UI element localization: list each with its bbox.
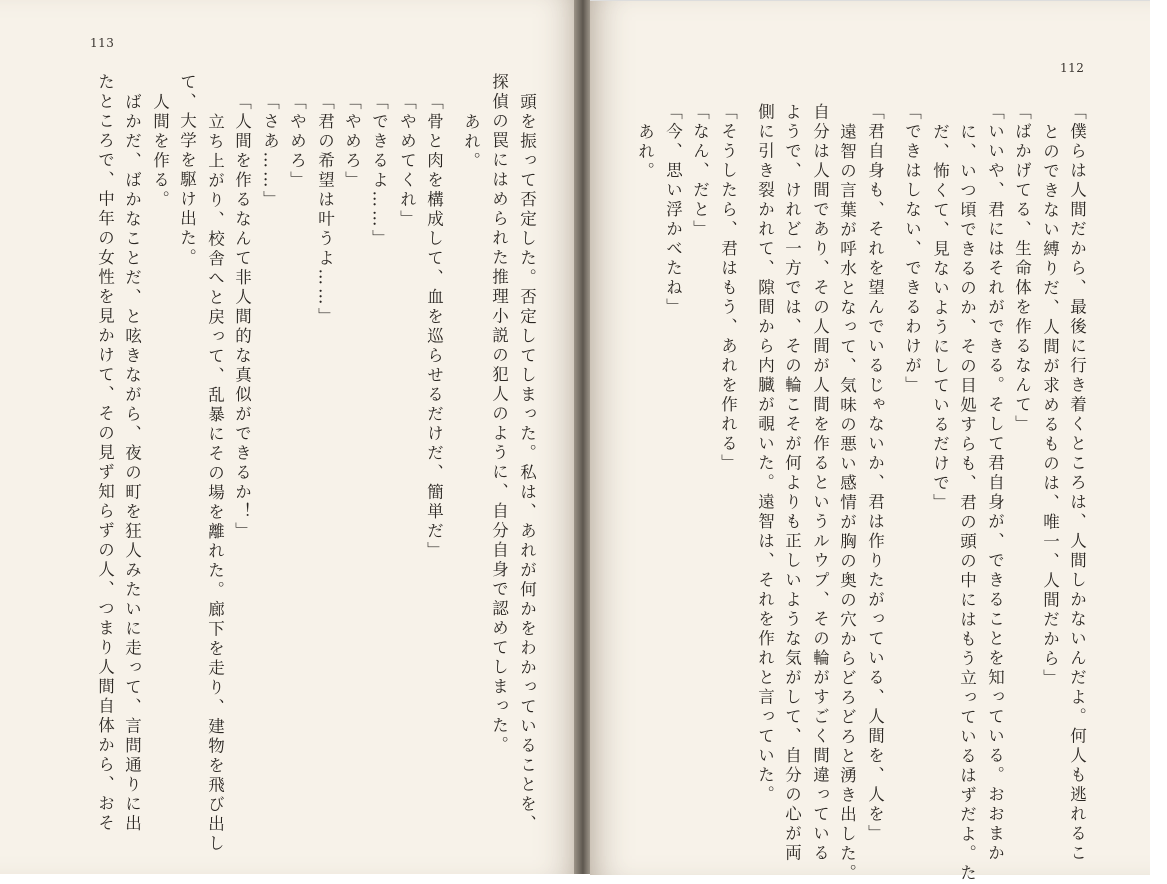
text-line: 「君自身も、それを望んでいるじゃないか、君は作りたがっている、人間を、人を」 xyxy=(865,103,885,844)
text-line: 人間を作る。 xyxy=(150,93,170,210)
text-line: に、いつ頃できるのか、その目処すらも、君の頭の中にはもう立っているはずだよ。た xyxy=(957,123,977,884)
text-line: 「さあ……」 xyxy=(260,93,280,210)
text-line: 「骨と肉を構成して、血を巡らせるだけだ、簡単だ」 xyxy=(424,93,444,561)
text-line: て、大学を駆け出た。 xyxy=(177,73,197,268)
text-line: 「できはしない、できるわけが」 xyxy=(902,103,922,396)
text-line: 「やめてくれ」 xyxy=(397,93,417,230)
text-line: 遠智の言葉が呼水となって、気味の悪い感情が胸の奥の穴からどろどろと湧き出した。 xyxy=(837,123,857,884)
text-line: 側に引き裂かれて、隙間から内臓が覗いた。遠智は、それを作れと言っていた。 xyxy=(755,103,775,805)
text-line: 「やめろ」 xyxy=(342,93,362,191)
text-line: あれ。 xyxy=(635,123,655,182)
text-line: 「僕らは人間だから、最後に行き着くところは、人間しかないんだよ。何人も逃れるこ xyxy=(1067,103,1087,864)
text-line: 立ち上がり、校舎へと戻って、乱暴にその場を離れた。廊下を走り、建物を飛び出し xyxy=(205,113,225,854)
text-line: 自分は人間であり、その人間が人間を作るというルウプ、その輪がすごく間違っている xyxy=(810,103,830,864)
text-line: 「ばかげてる、生命体を作るなんて」 xyxy=(1012,103,1032,435)
text-line: 「やめろ」 xyxy=(287,93,307,191)
text-line: 「できるよ……」 xyxy=(369,93,389,249)
text-line: 「君の希望は叶うよ……」 xyxy=(315,93,335,327)
text-line: ようで、けれど一方では、その輪こそが何よりも正しいような気がして、自分の心が両 xyxy=(782,103,802,864)
text-line: だ、怖くて、見ないようにしているだけで」 xyxy=(930,123,950,513)
text-line: たところで、中年の女性を見かけて、その見ず知らずの人、つまり人間自体から、おそ xyxy=(95,73,115,834)
text-line: 「いいや、君にはそれができる。そして君自身が、できることを知っている。おおまか xyxy=(985,103,1005,864)
text-line: 「そうしたら、君はもう、あれを作れる」 xyxy=(718,103,738,474)
text-line: 「なん、だと」 xyxy=(690,103,710,240)
text-line: 「人間を作るなんて非人間的な真似ができるか！」 xyxy=(232,93,252,542)
scan-edge xyxy=(1150,0,1167,874)
text-line: あれ。 xyxy=(461,113,481,172)
text-line: 頭を振って否定した。否定してしまった。私は、あれが何かをわかっていることを、 xyxy=(517,93,537,834)
text-line: ばかだ、ばかなことだ、と呟きながら、夜の町を狂人みたいに走って、言問通りに出 xyxy=(122,93,142,834)
left-page-number: 113 xyxy=(90,36,115,50)
text-line: 「今、思い浮かべたね」 xyxy=(663,103,683,318)
right-page-number: 112 xyxy=(1060,61,1085,75)
text-line: とのできない縛りだ、人間が求めるものは、唯一、人間だから」 xyxy=(1040,123,1060,689)
text-line: 探偵の罠にはめられた推理小説の犯人のように、自分自身で認めてしまった。 xyxy=(489,73,509,756)
